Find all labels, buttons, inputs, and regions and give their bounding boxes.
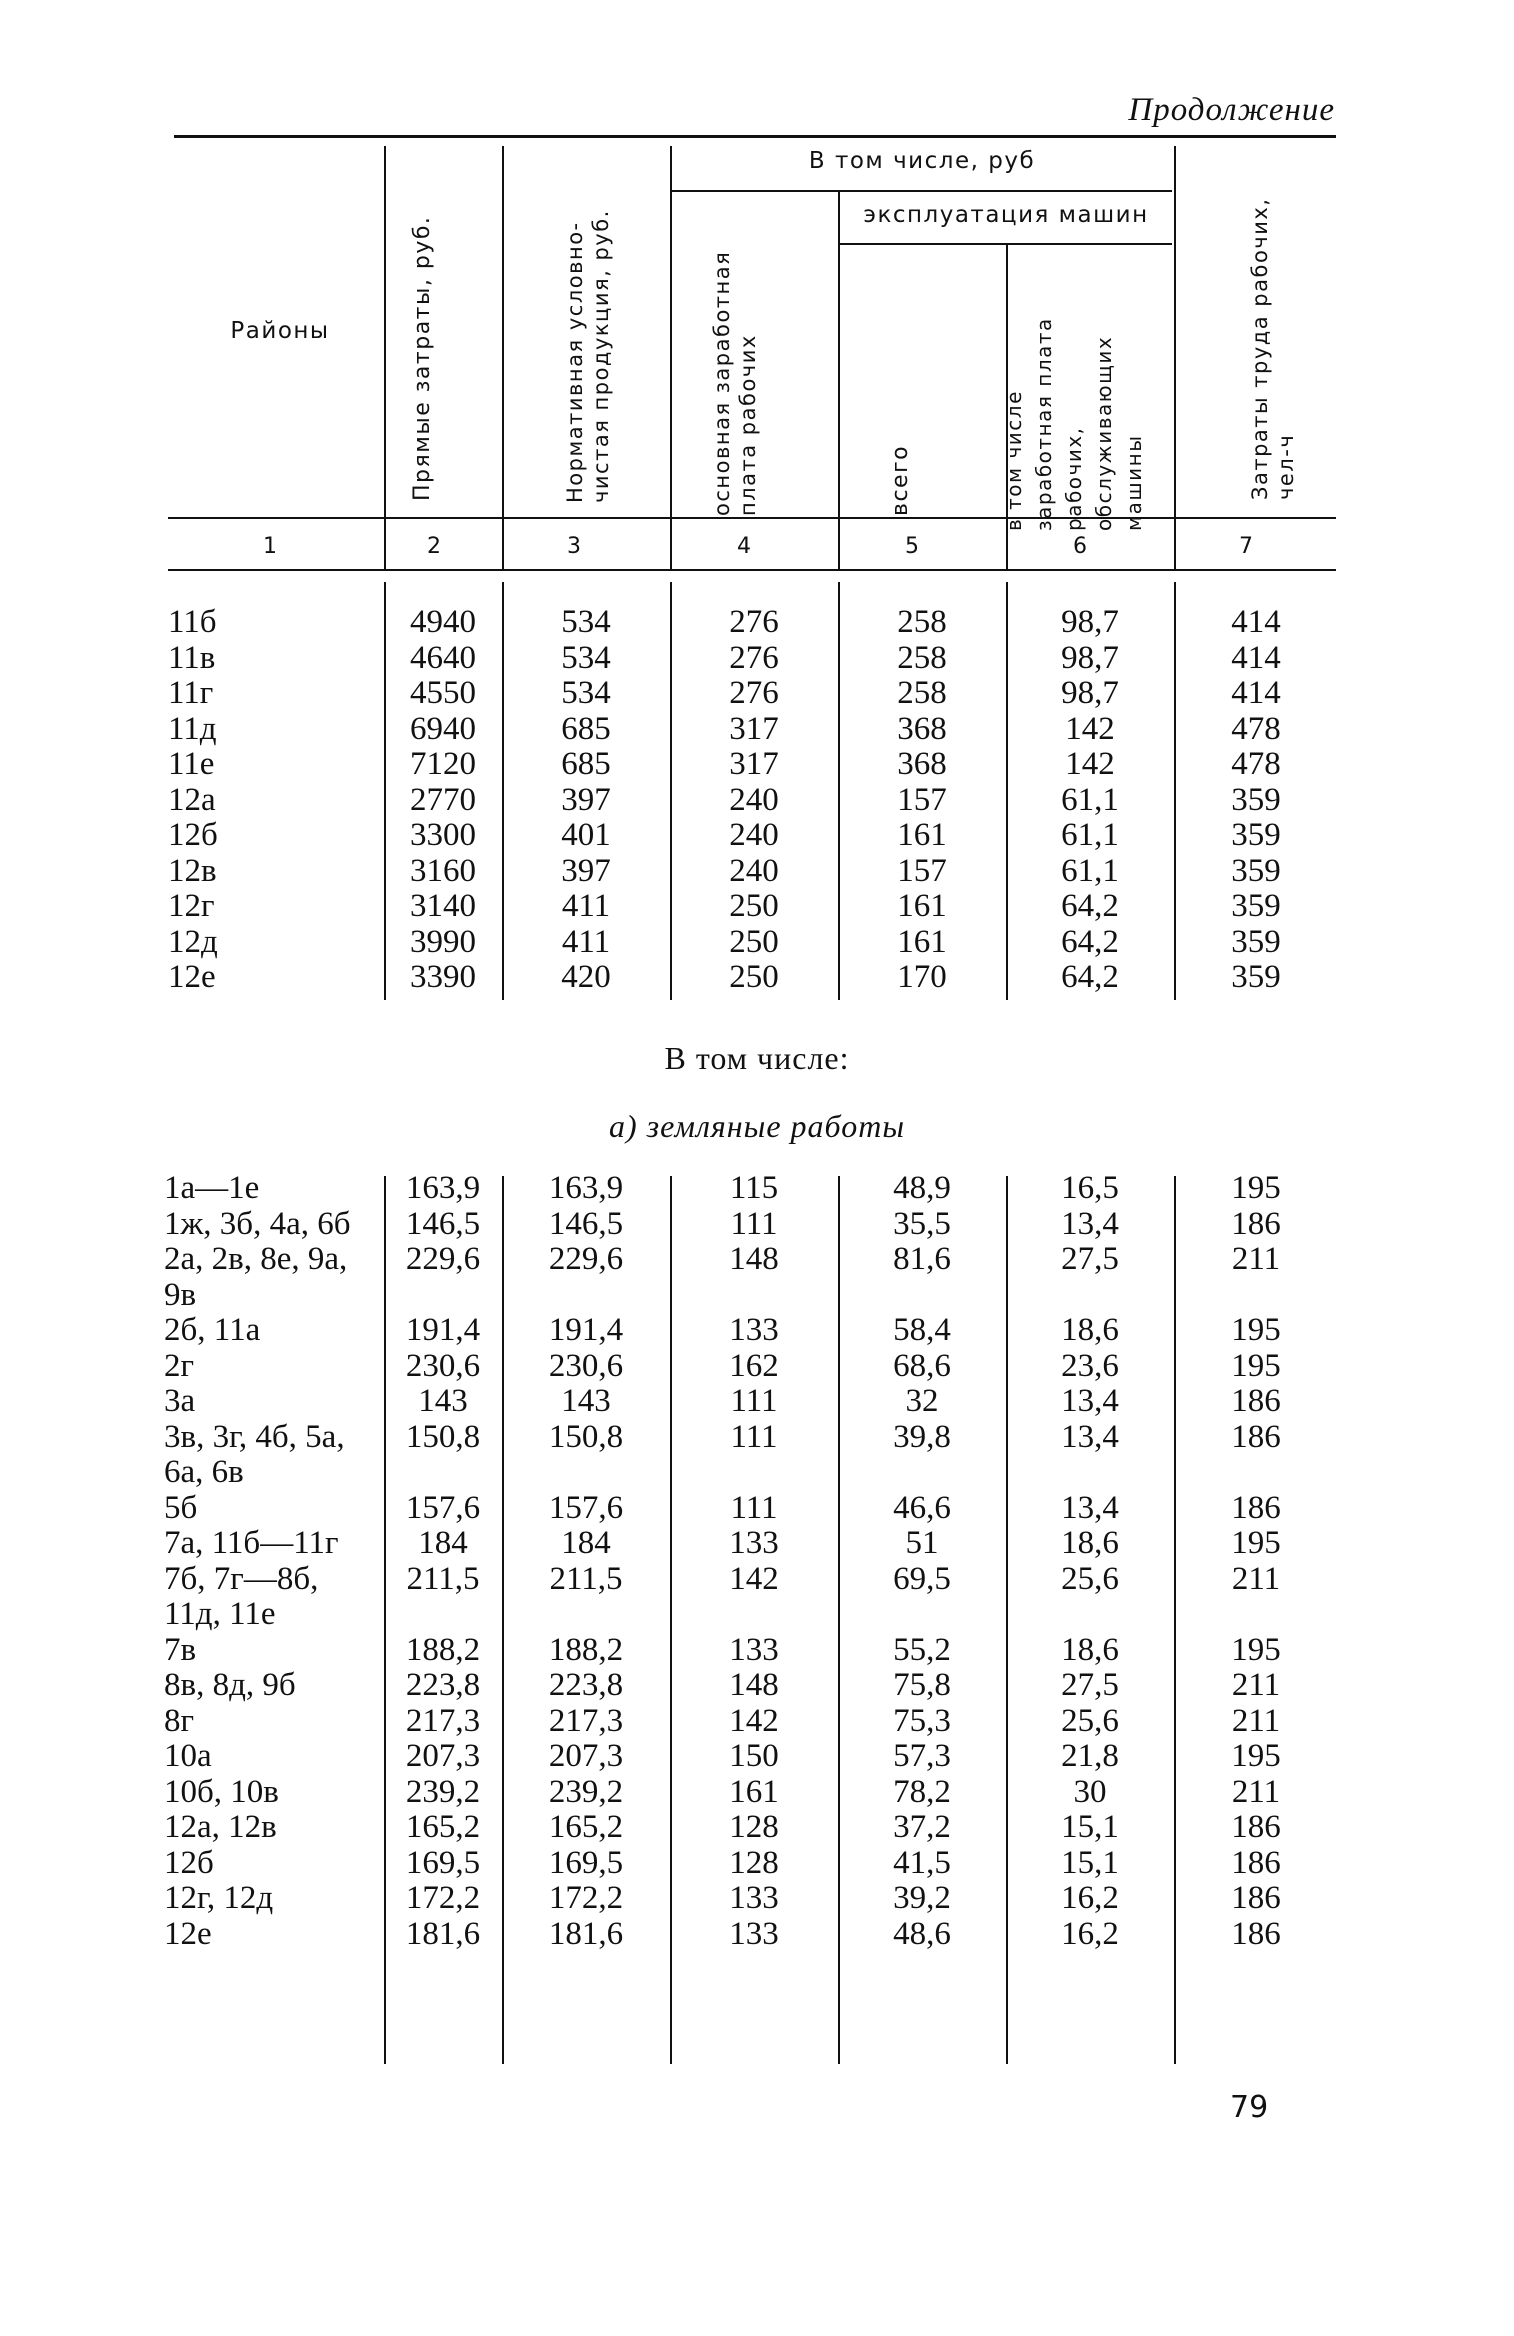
table-cell: 148 xyxy=(729,1667,779,1703)
table-cell: 172,2 xyxy=(548,1880,624,1916)
table-cell: 207,3 xyxy=(405,1738,481,1774)
table-cell: 162 xyxy=(729,1347,779,1384)
table-cell: 211 xyxy=(1231,1241,1281,1277)
table-cell: 401 xyxy=(561,817,611,853)
table-cell: 359 xyxy=(1231,923,1281,960)
table-cell: 39,8 xyxy=(893,1418,951,1455)
table-cell: 534 xyxy=(561,675,611,711)
table-cell: 223,8 xyxy=(405,1667,481,1703)
table-cell: 359 xyxy=(1231,852,1281,889)
table-cell: 78,2 xyxy=(893,1773,951,1810)
table-cell: 195 xyxy=(1231,1631,1281,1668)
col-separator xyxy=(384,519,386,569)
table-cell: 15,1 xyxy=(1061,1809,1119,1845)
table-cell: 161 xyxy=(897,923,947,960)
table-row-region: 7в xyxy=(164,1631,197,1668)
col-separator xyxy=(838,519,840,569)
table-cell: 143 xyxy=(418,1383,468,1419)
table-cell: 148 xyxy=(729,1241,779,1277)
table-row-region: 10а xyxy=(164,1738,212,1774)
table-row-region: 12д xyxy=(168,923,218,960)
table-cell: 142 xyxy=(1065,746,1115,782)
table-cell: 317 xyxy=(729,710,779,747)
table-cell: 534 xyxy=(561,604,611,640)
table-cell: 143 xyxy=(561,1383,611,1419)
table-cell: 211,5 xyxy=(549,1560,623,1597)
header-including-rub: В том числе, руб xyxy=(808,148,1036,174)
table-cell: 64,2 xyxy=(1061,923,1119,960)
table-cell: 258 xyxy=(897,604,947,640)
table-cell: 685 xyxy=(561,746,611,782)
table-cell: 195 xyxy=(1231,1525,1281,1561)
table-cell: 13,4 xyxy=(1061,1383,1119,1419)
table-cell: 133 xyxy=(729,1915,779,1952)
table-cell: 3990 xyxy=(410,923,476,960)
caption-earthworks: а) земляные работы xyxy=(609,1108,905,1144)
table-row-region: 12г, 12д xyxy=(164,1880,274,1916)
table-cell: 191,4 xyxy=(548,1312,624,1348)
table-cell: 211 xyxy=(1231,1667,1281,1703)
table-row-region: 11г xyxy=(168,675,214,711)
table-cell: 163,9 xyxy=(405,1170,481,1206)
table-cell: 163,9 xyxy=(548,1170,624,1206)
col-separator xyxy=(502,146,504,518)
table-cell: 133 xyxy=(729,1880,779,1916)
table-cell: 414 xyxy=(1231,604,1281,640)
table-cell: 411 xyxy=(561,888,611,924)
table-cell: 157 xyxy=(897,852,947,889)
table-cell: 359 xyxy=(1231,959,1281,995)
table-cell: 240 xyxy=(729,817,779,853)
table-cell: 207,3 xyxy=(548,1738,624,1774)
table-cell: 41,5 xyxy=(893,1844,951,1881)
table-cell: 142 xyxy=(729,1702,779,1739)
table-cell: 317 xyxy=(729,746,779,782)
table-cell: 276 xyxy=(729,639,779,676)
col-separator xyxy=(1174,519,1176,569)
table-cell: 4940 xyxy=(410,604,476,640)
table-cell: 217,3 xyxy=(548,1702,624,1739)
table-cell: 98,7 xyxy=(1061,675,1119,711)
table-cell: 16,2 xyxy=(1061,1915,1119,1952)
table-cell: 186 xyxy=(1231,1915,1281,1952)
table-cell: 211 xyxy=(1231,1560,1281,1597)
column-numbers-rule xyxy=(168,569,1336,571)
table-row-region: 12г xyxy=(168,888,215,924)
table-row-region: 12б xyxy=(164,1844,214,1881)
table-cell: 250 xyxy=(729,888,779,924)
table-cell: 195 xyxy=(1231,1170,1281,1206)
table-cell: 229,6 xyxy=(405,1241,481,1277)
table-row-region: 12а xyxy=(168,781,216,818)
table-cell: 188,2 xyxy=(405,1631,481,1668)
table-row-region: 8г xyxy=(164,1702,195,1739)
table-row-region: 5б xyxy=(164,1489,198,1526)
table-cell: 150 xyxy=(729,1738,779,1774)
table-row-region: 12в xyxy=(168,852,217,889)
table-cell: 157 xyxy=(897,781,947,818)
table-row-region: 7а, 11б—11г xyxy=(164,1525,339,1561)
column-number: 6 xyxy=(1073,534,1087,559)
table-cell: 170 xyxy=(897,959,947,995)
table-cell: 191,4 xyxy=(405,1312,481,1348)
column-number: 1 xyxy=(263,534,277,559)
table-cell: 111 xyxy=(730,1383,778,1419)
table-cell: 16,2 xyxy=(1061,1880,1119,1916)
table-row-region: 11д xyxy=(168,710,217,747)
table-cell: 133 xyxy=(729,1525,779,1561)
table-cell: 16,5 xyxy=(1061,1170,1119,1206)
table-cell: 27,5 xyxy=(1061,1667,1119,1703)
table-cell: 37,2 xyxy=(893,1809,951,1845)
table-cell: 30 xyxy=(1073,1773,1107,1810)
table-cell: 420 xyxy=(561,959,611,995)
table-cell: 7120 xyxy=(410,746,476,782)
table-cell: 229,6 xyxy=(548,1241,624,1277)
table-cell: 230,6 xyxy=(405,1347,481,1384)
table-row-region: 11в xyxy=(168,639,216,676)
header-labor-costs: Затраты труда рабочих, чел-ч xyxy=(1248,197,1298,500)
table-cell: 39,2 xyxy=(893,1880,951,1916)
table-cell: 55,2 xyxy=(893,1631,951,1668)
table-cell: 195 xyxy=(1231,1312,1281,1348)
table-cell: 276 xyxy=(729,675,779,711)
table-cell: 368 xyxy=(897,746,947,782)
table-cell: 46,6 xyxy=(893,1489,951,1526)
table-cell: 51 xyxy=(905,1525,939,1561)
table-cell: 68,6 xyxy=(893,1347,951,1384)
table-cell: 4640 xyxy=(410,639,476,676)
table-row-region: 2г xyxy=(164,1347,195,1384)
table-row-region: 2б, 11а xyxy=(164,1312,261,1348)
table-cell: 157,6 xyxy=(548,1489,624,1526)
table-cell: 15,1 xyxy=(1061,1844,1119,1881)
table-cell: 186 xyxy=(1231,1489,1281,1526)
table-cell: 111 xyxy=(730,1205,778,1242)
table-row-region: 12а, 12в xyxy=(164,1809,277,1845)
table-cell: 181,6 xyxy=(405,1915,481,1952)
table-row-region: 7б, 7г—8б, xyxy=(164,1560,319,1597)
table-cell: 195 xyxy=(1231,1347,1281,1384)
table-cell: 146,5 xyxy=(405,1205,481,1242)
table-cell: 411 xyxy=(561,923,611,960)
table-cell: 276 xyxy=(729,604,779,640)
header-machine-operation: эксплуатация машин xyxy=(863,202,1149,228)
table-cell: 18,6 xyxy=(1061,1525,1119,1561)
table-row-region: 8в, 8д, 9б xyxy=(164,1667,296,1703)
table-cell: 250 xyxy=(729,923,779,960)
table-row-region: 11б xyxy=(168,604,217,640)
table-cell: 3300 xyxy=(410,817,476,853)
table-cell: 4550 xyxy=(410,675,476,711)
table-cell: 115 xyxy=(729,1170,779,1206)
header-base-wage: основная заработная плата рабочих xyxy=(710,250,760,516)
table-cell: 239,2 xyxy=(405,1773,481,1810)
table-cell: 133 xyxy=(729,1631,779,1668)
column-number: 3 xyxy=(567,534,581,559)
table-cell: 169,5 xyxy=(405,1844,481,1881)
col-separator xyxy=(838,192,840,518)
table-cell: 181,6 xyxy=(548,1915,624,1952)
table-cell: 359 xyxy=(1231,817,1281,853)
table-cell: 258 xyxy=(897,639,947,676)
table-cell: 172,2 xyxy=(405,1880,481,1916)
table-row-region: 6а, 6в xyxy=(164,1454,244,1490)
table-cell: 57,3 xyxy=(893,1738,951,1774)
table-cell: 186 xyxy=(1231,1809,1281,1845)
header-normative-product: Нормативная условно-чистая продукция, руб. xyxy=(563,209,613,503)
table-cell: 3140 xyxy=(410,888,476,924)
table-cell: 211 xyxy=(1231,1773,1281,1810)
table-cell: 128 xyxy=(729,1809,779,1845)
table-cell: 223,8 xyxy=(548,1667,624,1703)
table-cell: 18,6 xyxy=(1061,1631,1119,1668)
table-cell: 18,6 xyxy=(1061,1312,1119,1348)
table-cell: 98,7 xyxy=(1061,639,1119,676)
table-row-region: 11е xyxy=(168,746,215,782)
column-number: 2 xyxy=(427,534,441,559)
table-cell: 142 xyxy=(1065,710,1115,747)
table-cell: 25,6 xyxy=(1061,1702,1119,1739)
table-cell: 35,5 xyxy=(893,1205,951,1242)
table-cell: 217,3 xyxy=(405,1702,481,1739)
col-separator xyxy=(1174,146,1176,518)
table-cell: 165,2 xyxy=(548,1809,624,1845)
table-cell: 184 xyxy=(561,1525,611,1561)
table-row-region: 12е xyxy=(168,959,216,995)
table-cell: 25,6 xyxy=(1061,1560,1119,1597)
table-cell: 128 xyxy=(729,1844,779,1881)
table-cell: 186 xyxy=(1231,1844,1281,1881)
table-cell: 48,9 xyxy=(893,1170,951,1206)
header-bottom-rule xyxy=(168,517,1336,519)
column-number: 7 xyxy=(1239,534,1253,559)
table-cell: 2770 xyxy=(410,781,476,818)
table-cell: 21,8 xyxy=(1061,1738,1119,1774)
table-cell: 61,1 xyxy=(1061,817,1119,853)
table-cell: 61,1 xyxy=(1061,781,1119,818)
table-cell: 184 xyxy=(418,1525,468,1561)
table-cell: 81,6 xyxy=(893,1241,951,1277)
table-row-region: 12е xyxy=(164,1915,212,1952)
table-row-region: 9в xyxy=(164,1276,197,1313)
table-row-region: 1ж, 3б, 4а, 6б xyxy=(164,1205,351,1242)
table-cell: 478 xyxy=(1231,746,1281,782)
continued-label: Продолжение xyxy=(1128,92,1335,128)
table-cell: 13,4 xyxy=(1061,1205,1119,1242)
table-cell: 368 xyxy=(897,710,947,747)
table-cell: 186 xyxy=(1231,1205,1281,1242)
column-number: 4 xyxy=(737,534,751,559)
table-cell: 27,5 xyxy=(1061,1241,1119,1277)
table-cell: 534 xyxy=(561,639,611,676)
table-cell: 240 xyxy=(729,781,779,818)
col-separator xyxy=(502,519,504,569)
table-cell: 157,6 xyxy=(405,1489,481,1526)
table-cell: 13,4 xyxy=(1061,1418,1119,1455)
table-cell: 142 xyxy=(729,1560,779,1597)
table-cell: 58,4 xyxy=(893,1312,951,1348)
table-cell: 161 xyxy=(897,888,947,924)
col-separator xyxy=(670,146,672,518)
table-cell: 239,2 xyxy=(548,1773,624,1810)
table-cell: 3390 xyxy=(410,959,476,995)
table-cell: 98,7 xyxy=(1061,604,1119,640)
table-cell: 165,2 xyxy=(405,1809,481,1845)
header-total: всего xyxy=(888,444,913,516)
table-cell: 111 xyxy=(730,1418,778,1455)
table-row-region: 3в, 3г, 4б, 5а, xyxy=(164,1418,345,1455)
table-cell: 414 xyxy=(1231,639,1281,676)
table-row-region: 11д, 11е xyxy=(164,1596,276,1632)
table-cell: 146,5 xyxy=(548,1205,624,1242)
table-cell: 397 xyxy=(561,781,611,818)
table-top-rule xyxy=(174,135,1336,138)
table-cell: 75,8 xyxy=(893,1667,951,1703)
table-cell: 23,6 xyxy=(1061,1347,1119,1384)
table-row-region: 3а xyxy=(164,1383,196,1419)
table-cell: 258 xyxy=(897,675,947,711)
table-cell: 150,8 xyxy=(405,1418,481,1455)
table-cell: 250 xyxy=(729,959,779,995)
table-cell: 3160 xyxy=(410,852,476,889)
table-cell: 6940 xyxy=(410,710,476,747)
caption-including: В том числе: xyxy=(664,1040,850,1076)
header-regions: Районы xyxy=(230,318,330,344)
table-cell: 240 xyxy=(729,852,779,889)
table-row-region: 10б, 10в xyxy=(164,1773,279,1810)
table-cell: 13,4 xyxy=(1061,1489,1119,1526)
table-cell: 32 xyxy=(905,1383,939,1419)
table-cell: 169,5 xyxy=(548,1844,624,1881)
table-cell: 64,2 xyxy=(1061,888,1119,924)
table-cell: 75,3 xyxy=(893,1702,951,1739)
table-cell: 61,1 xyxy=(1061,852,1119,889)
table-cell: 186 xyxy=(1231,1418,1281,1455)
header-direct-costs: Прямые затраты, руб. xyxy=(410,215,435,501)
table-cell: 188,2 xyxy=(548,1631,624,1668)
table-cell: 161 xyxy=(729,1773,779,1810)
table-cell: 685 xyxy=(561,710,611,747)
table-cell: 195 xyxy=(1231,1738,1281,1774)
table-cell: 150,8 xyxy=(548,1418,624,1455)
table-cell: 359 xyxy=(1231,888,1281,924)
col-separator xyxy=(384,146,386,518)
table-cell: 211,5 xyxy=(406,1560,480,1597)
table-cell: 111 xyxy=(730,1489,778,1526)
table-row-region: 1а—1е xyxy=(164,1170,260,1206)
table-cell: 230,6 xyxy=(548,1347,624,1384)
table-cell: 133 xyxy=(729,1312,779,1348)
table-cell: 478 xyxy=(1231,710,1281,747)
table-cell: 211 xyxy=(1231,1702,1281,1739)
group-header-rule xyxy=(672,190,1172,192)
table-cell: 186 xyxy=(1231,1383,1281,1419)
table-cell: 69,5 xyxy=(893,1560,951,1597)
page-number: 79 xyxy=(1230,2090,1269,2125)
table-cell: 186 xyxy=(1231,1880,1281,1916)
col-separator xyxy=(670,519,672,569)
table-row-region: 12б xyxy=(168,817,218,853)
table-cell: 397 xyxy=(561,852,611,889)
table-row-region: 2а, 2в, 8е, 9а, xyxy=(164,1241,348,1277)
table-cell: 161 xyxy=(897,817,947,853)
table-cell: 64,2 xyxy=(1061,959,1119,995)
table-cell: 414 xyxy=(1231,675,1281,711)
header-machine-operators-wage: в том числе заработная плата рабочих, обслуживающих машины xyxy=(1002,317,1146,531)
column-number: 5 xyxy=(905,534,919,559)
table-cell: 359 xyxy=(1231,781,1281,818)
table-cell: 48,6 xyxy=(893,1915,951,1952)
